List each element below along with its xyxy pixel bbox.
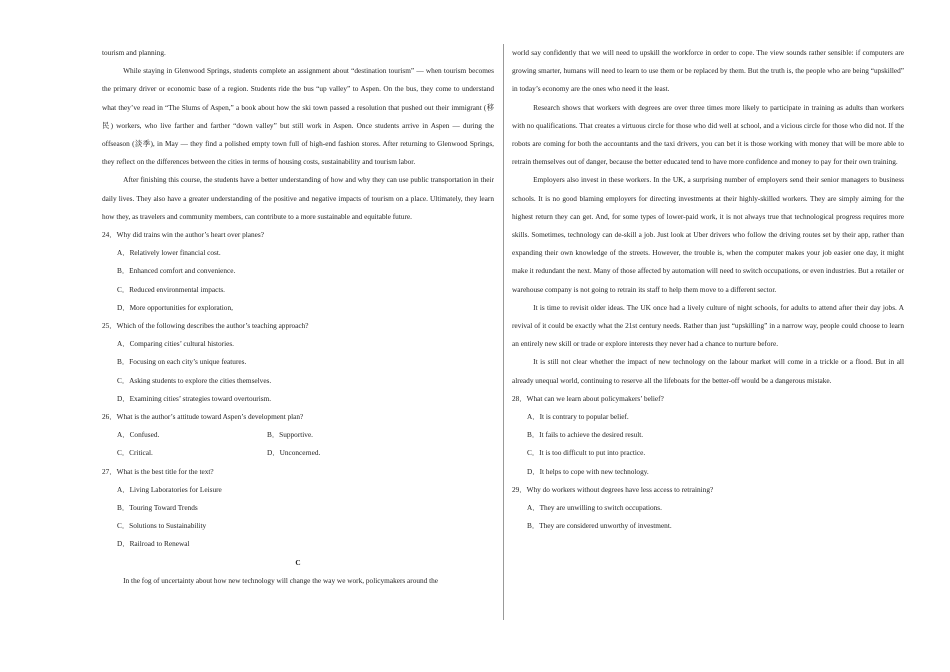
question-stem: 29．Why do workers without degrees have less access to retraining? <box>512 484 714 494</box>
option-d: D．More opportunities for exploration, <box>117 302 233 312</box>
section-heading: C <box>295 557 301 567</box>
question-stem: 28．What can we learn about policymakers’ belief? <box>512 393 664 403</box>
question-stem: 25．Which of the following describes the author’s teaching approach? <box>102 321 309 331</box>
left-column <box>102 44 494 590</box>
option-b: B．Supportive. <box>267 430 314 440</box>
option-c: C．Asking students to explore the cities themselves. <box>117 375 272 385</box>
option-a: A．Comparing cities’ cultural histories. <box>117 339 234 349</box>
option-a: A．Relatively lower financial cost. <box>117 248 221 258</box>
option-c: C．Solutions to Sustainability <box>117 521 207 531</box>
option-d: D．Examining cities’ strategies toward overtourism. <box>117 393 272 403</box>
option-d: D．Railroad to Renewal <box>117 539 190 549</box>
question-stem: 26．What is the author’s attitude toward Aspen’s development plan? <box>102 412 304 422</box>
paragraph: Research shows that workers with degrees are over three times more likely to participate in training as adults than workers with no qualifications. That creates a virtuous circle for those who did well at school, and a vicious circle for those who did not. If the robots are coming for both the accountants and the taxi drivers, you can bet it is those working with money that will be more able to retrain themselves out of danger, because the better educated tend to have more confidence and money to pay for their own training. <box>512 102 904 167</box>
paragraph: world say confidently that we will need to upskill the workforce in order to cope. The view sounds rather sensible: if computers are growing smarter, humans will need to learn to use them or be replaced by them. But the truth is, the people who are being “upskilled” in today’s economy are the ones who need it the least. <box>512 48 904 94</box>
question-28 <box>512 390 904 481</box>
option-b: B．They are considered unworthy of investment. <box>527 521 672 531</box>
paragraph: tourism and planning. <box>102 48 166 57</box>
paragraph: Employers also invest in these workers. In the UK, a surprising number of employers send their senior managers to business schools. It is no good blaming employers for directing investments at their highly-skilled workers. They are simply aiming for the highest return they can get. And, for some types of lower-paid work, it is not always true that technological progress requires more skills. Sometimes, technology can de-skill a job. Just look at Uber drivers who follow the driving routes set by their app, rather than expanding their own knowledge of the streets. However, the trouble is, when the computer makes your job easier one day, it might make it redundant the next. Many of those affected by automation will need to switch occupations, or even industries. But a retailer or warehouse company is not going to retrain its staff to help them move to a different sector. <box>512 175 904 294</box>
question-stem: 27．What is the best title for the text? <box>102 466 214 476</box>
option-b: B．It fails to achieve the desired result. <box>527 430 644 440</box>
option-a: A．They are unwilling to switch occupations. <box>527 503 662 513</box>
question-29 <box>512 481 904 536</box>
question-stem: 24．Why did trains win the author’s heart over planes? <box>102 230 264 240</box>
option-b: B．Enhanced comfort and convenience. <box>117 266 236 276</box>
option-row <box>102 444 494 462</box>
option-c: C．Critical. <box>117 448 153 458</box>
option-d: D．It helps to cope with new technology. <box>527 466 649 476</box>
option-a: A．Confused. <box>117 430 160 440</box>
option-d: D．Unconcerned. <box>267 448 321 458</box>
paragraph: It is still not clear whether the impact of new technology on the labour market will come in a trickle or a flood. But in all already unequal world, continuing to reserve all the lifeboats for the better-off would be a dangerous mistake. <box>512 357 904 385</box>
question-24 <box>102 226 494 317</box>
question-26 <box>102 408 494 463</box>
option-row <box>102 426 494 444</box>
option-c: C．Reduced environmental impacts. <box>117 284 226 294</box>
question-27 <box>102 463 494 554</box>
question-25 <box>102 317 494 408</box>
option-c: C．It is too difficult to put into practice. <box>527 448 646 458</box>
paragraph: In the fog of uncertainty about how new technology will change the way we work, policymakers around the <box>123 575 439 585</box>
option-a: A．Living Laboratories for Leisure <box>117 484 222 494</box>
paragraph: While staying in Glenwood Springs, students complete an assignment about “destination tourism” — when tourism becomes the primary driver or economic base of a region. Students ride the bus “up valley” to Aspen. On the bus, they come to understand what they’ve read in “The Slums of Aspen,” a book about how the ski town passed a resolution that pushed out their immigrant (移民) workers, who live farther and farther “down valley” but still work in Aspen. Once students arrive in Aspen — during the offseason (淡季), in May — they find a polished empty town full of high-end fashion stores. After returning to Glenwood Springs, they reflect on the differences between the cities in terms of housing costs, sustainability and tourism labor. <box>102 66 494 167</box>
option-b: B．Focusing on each city’s unique features. <box>117 357 247 367</box>
column-divider <box>503 44 504 620</box>
paragraph: After finishing this course, the students have a better understanding of how and why they can use public transportation in their daily lives. They also have a greater understanding of the positive and negative impacts of tourism on a place. Ultimately, they learn how they, as travelers and community members, can contribute to a more sustainable and equitable future. <box>102 175 494 221</box>
right-column <box>512 44 904 535</box>
paragraph: It is time to revisit older ideas. The UK once had a lively culture of night schools, for adults to attend after their day jobs. A revival of it could be exactly what the 21st century needs. Rather than just “upskilling” in a narrow way, people could choose to learn an entirely new skill or trade or explore interests they never had a chance to nurture before. <box>512 302 904 349</box>
option-b: B．Touring Toward Trends <box>117 503 198 513</box>
option-a: A．It is contrary to popular belief. <box>527 412 629 422</box>
